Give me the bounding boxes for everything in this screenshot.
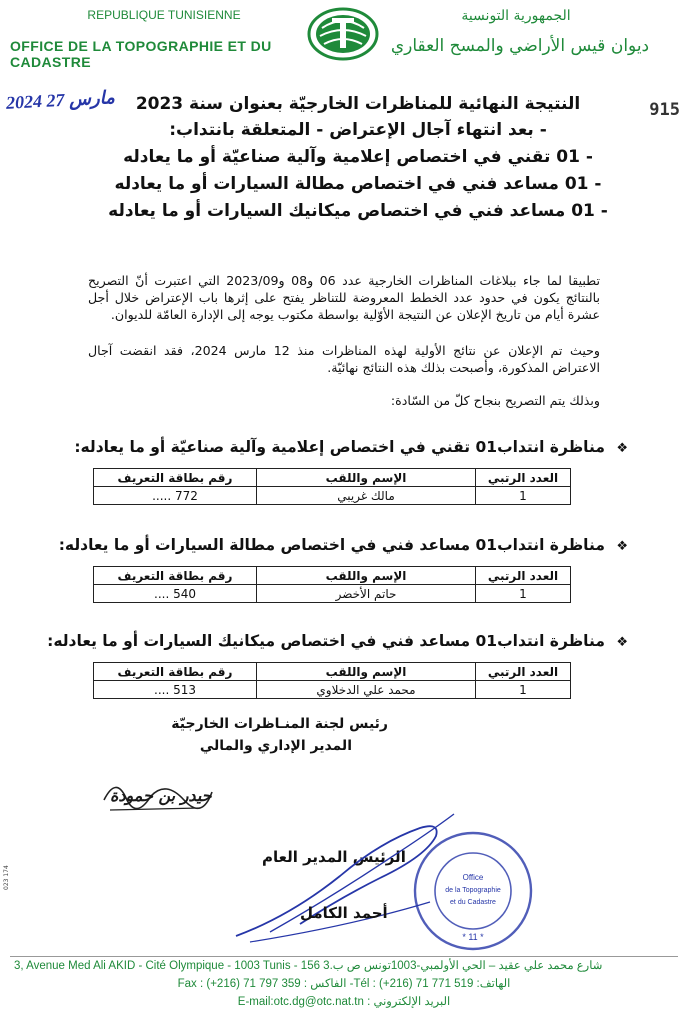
body-paragraph-1: تطبيقا لما جاء ببلاغات المناظرات الخارجية عدد 06 و08 و2023/09 التي اعتبرت أنّ التصريح بالنتائج يكون في حدود عدد الخطط المعروضة للتناظر يفتح على إثرها باب الإعتراض خلال أجل عشرة أيام من تاريخ الإعلان عن النتيجة الأوّلية بواسطة مكتوب يوجه إلى الإدارة العامّة للديوان. [88, 273, 601, 322]
committee-signer-name: حيدر بن حمودة [110, 786, 212, 805]
committee-subtitle: المدير الإداري والمالي [199, 738, 352, 754]
section-title-text: مناظرة انتداب01 مساعد فني في اختصاص ميكانيك السيارات أو ما يعادله: [47, 632, 605, 650]
header-ar-republic: الجمهورية التونسية [461, 8, 571, 24]
footer-email: E-mail:otc.dg@otc.nat.tn : البريد الإلكتروني [237, 996, 451, 1008]
diamond-bullet-icon: ❖ [616, 635, 628, 650]
header-fr-republic: REPUBLIQUE TUNISIENNE [87, 8, 241, 22]
cell-rank: 1 [476, 681, 571, 699]
column-header-id: رقم بطاقة التعريف [94, 469, 257, 487]
side-code: 023 174 [3, 865, 10, 890]
seal-text-1: Office [462, 873, 484, 882]
results-table [93, 566, 571, 603]
footer-address: 3, Avenue Med Ali AKID - Cité Olympique - 1003 Tunis - 156 3.شارع محمد علي عقيد – الحي الأولمبي-1003تونس ص ب [14, 960, 603, 972]
seal-text-2: de la Topographie [445, 887, 501, 894]
section-title-text: مناظرة انتداب01 تقني في اختصاص إعلامية وآلية صناعيّة أو ما يعادله: [74, 438, 605, 456]
cell-name: محمد علي الدخلاوي [257, 681, 476, 699]
body-paragraph-3: وبذلك يتم التصريح بنجاح كلّ من السّادة: [390, 393, 600, 408]
diamond-bullet-icon: ❖ [616, 539, 628, 554]
cell-id: 540 .... [94, 585, 257, 603]
column-header-rank: العدد الرتبي [476, 567, 571, 585]
title-line-2: - بعد انتهاء آجال الإعتراض - المتعلقة بانتداب: [169, 120, 547, 140]
reference-number: 915 [649, 100, 680, 120]
footer-phone: Fax : (+216) 71 797 359 : الفاكس -Tél : (+216) 71 771 519 :الهاتف [177, 978, 511, 990]
table-row [94, 681, 571, 699]
footer-divider [10, 956, 678, 957]
section-title-text: مناظرة انتداب01 مساعد فني في اختصاص مطالة السيارات أو ما يعادله: [58, 536, 605, 554]
column-header-name: الإسم واللقب [257, 469, 476, 487]
official-seal-icon [412, 830, 534, 952]
cell-rank: 1 [476, 585, 571, 603]
header-ar-office: ديوان قيس الأراضي والمسح العقاري [390, 36, 650, 56]
cell-id: 772 ..... [94, 487, 257, 505]
section-title [28, 632, 628, 650]
table-row [94, 487, 571, 505]
title-line-3: - 01 تقني في اختصاص إعلامية وآلية صناعيّة أو ما يعادله [123, 147, 593, 167]
title-line-4: - 01 مساعد فني في اختصاص مطالة السيارات أو ما يعادله [114, 174, 602, 194]
column-header-id: رقم بطاقة التعريف [94, 663, 257, 681]
column-header-name: الإسم واللقب [257, 567, 476, 585]
column-header-id: رقم بطاقة التعريف [94, 567, 257, 585]
column-header-rank: العدد الرتبي [476, 663, 571, 681]
column-header-name: الإسم واللقب [257, 663, 476, 681]
results-table [93, 662, 571, 699]
seal-text-3: et du Cadastre [450, 899, 496, 906]
header-fr-office: OFFICE DE LA TOPOGRAPHIE ET DU CADASTRE [10, 38, 272, 70]
cell-id: 513 .... [94, 681, 257, 699]
diamond-bullet-icon: ❖ [616, 441, 628, 456]
president-title: الرئيس المدير العام [262, 848, 406, 866]
column-header-rank: العدد الرتبي [476, 469, 571, 487]
cell-name: حاتم الأخضر [257, 585, 476, 603]
title-line-5: - 01 مساعد فني في اختصاص ميكانيك السيارات أو ما يعادله [108, 201, 608, 221]
results-table [93, 468, 571, 505]
otc-logo-icon [306, 6, 380, 62]
seal-number: * 11 * [462, 932, 484, 942]
cell-name: مالك غريبي [257, 487, 476, 505]
received-date-stamp: 2024 مارس 27 [5, 87, 116, 113]
section-title [28, 438, 628, 456]
body-paragraph-2: وحيث تم الإعلان عن نتائج الأولية لهذه المناظرات منذ 12 مارس 2024، فقد انقضت آجال الاعتراض المذكورة، وأصبحت بذلك هذه النتائج نهائيّة. [88, 343, 600, 375]
section-title [28, 536, 628, 554]
table-row [94, 585, 571, 603]
committee-title: رئيس لجنة المنـاظرات الخارجيّة [171, 716, 388, 732]
title-line-1: النتيجة النهائية للمناظرات الخارجيّة بعنوان سنة 2023 [135, 94, 581, 114]
president-name: أحمد الكامل [300, 904, 388, 922]
cell-rank: 1 [476, 487, 571, 505]
